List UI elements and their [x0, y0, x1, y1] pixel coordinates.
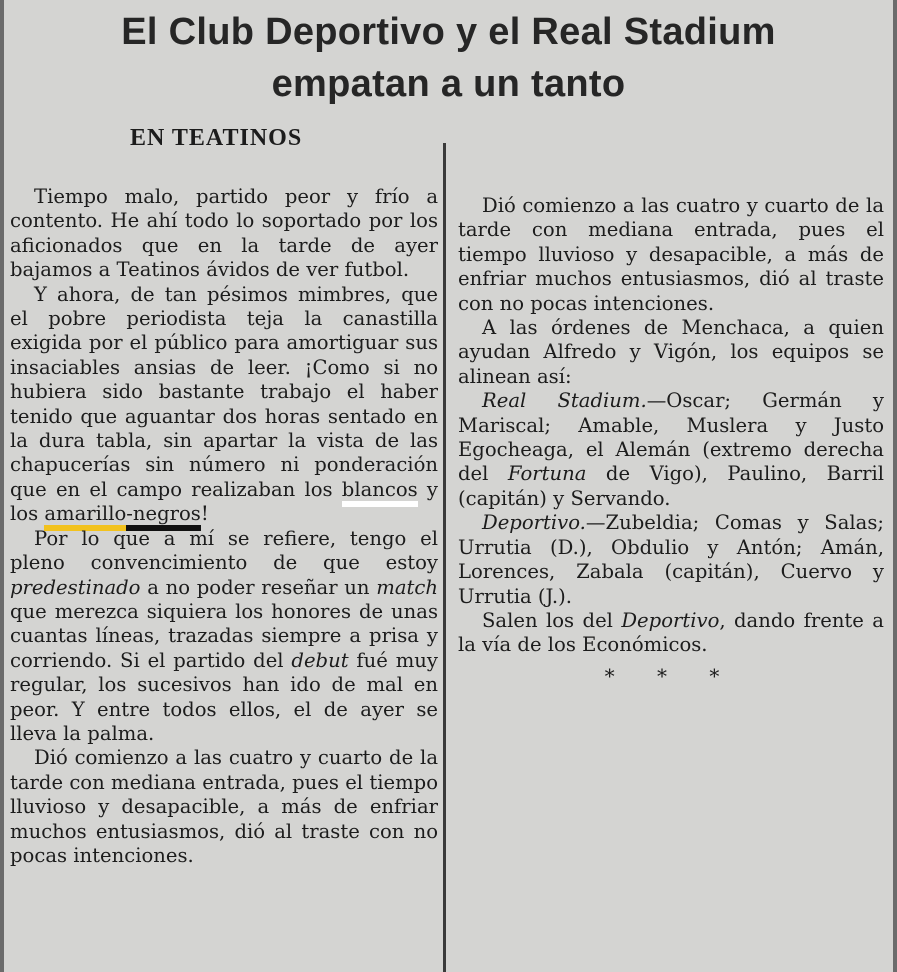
- highlight-white: blancos: [342, 478, 418, 507]
- paragraph: [10, 283, 438, 527]
- paragraph: Dió comienzo a las cuatro y cuarto de la tarde con mediana entrada, pues el tiempo lluvioso y desapacible, a más de enfriar muchos entusiasmos, dió al traste con no pocas intenciones.: [10, 746, 438, 867]
- paragraph-text: Salen los del: [482, 608, 622, 632]
- italic-word: debut: [291, 648, 349, 672]
- paragraph-text: —Oscar; Germán y Mariscal; Amable, Muslera y Justo Egocheaga, el Alemán (extremo derecha del: [458, 389, 884, 486]
- team-name: Real Stadium.: [482, 389, 647, 413]
- paragraph: [458, 389, 884, 511]
- paragraph: A las órdenes de Menchaca, a quien ayudan Alfredo y Vigón, los equipos se alinean así:: [458, 316, 884, 388]
- highlight-yellow: amarillo: [44, 502, 126, 531]
- paragraph: [458, 609, 884, 658]
- paragraph-text: y los: [10, 477, 438, 526]
- paragraph-text: Por lo que a mí se refiere, tengo el pleno convencimiento de que estoy: [10, 526, 438, 575]
- headline-line-1: El Club Deportivo y el Real Stadium: [121, 11, 776, 53]
- paragraph-text: a no poder reseñar un: [140, 575, 377, 599]
- italic-word: Fortuna: [507, 462, 587, 486]
- paragraph-text: , dando frente a la vía de los Económicos.: [458, 608, 884, 657]
- paragraph-text: —Zubeldia; Comas y Salas; Urrutia (D.), Obdulio y Antón; Amán, Lorences, Zabala (capitán), Cuervo y Urrutia (J.).: [458, 511, 884, 608]
- section-end-stars: * * *: [604, 663, 738, 688]
- paragraph-text: de Vigo), Paulino, Barril (capitán) y Servando.: [458, 462, 884, 510]
- italic-word: predestinado: [10, 575, 141, 599]
- headline: [0, 6, 897, 110]
- italic-word: Deportivo: [621, 608, 720, 632]
- paragraph-text: que merezca siquiera los honores de unas cuantas líneas, trazadas siempre a prisa y corriendo. Si el partido del: [10, 599, 438, 672]
- paragraph-text: !: [200, 502, 209, 526]
- right-column: [458, 194, 884, 688]
- section-subhead: EN TEATINOS: [130, 125, 303, 151]
- column-divider: [443, 143, 446, 972]
- left-column: [10, 123, 438, 868]
- paragraph: [458, 511, 884, 609]
- team-name: Deportivo.: [482, 511, 586, 535]
- paragraph: Tiempo malo, partido peor y frío a contento. He ahí todo lo soportado por los aficionados que en la tarde de ayer bajamos a Teatinos ávidos de ver futbol.: [10, 185, 438, 282]
- paragraph-text: Y ahora, de tan pésimos mimbres, que el pobre periodista teja la canastilla exigida por el público para amortiguar sus insaciables ansias de leer. ¡Como si no hubiera sido bastante trabajo el haber tenido que aguantar dos horas sentado en la dura tabla, sin apartar la vista de las chapucerías sin número ni ponderación que en el campo realizaban los: [10, 282, 438, 501]
- paragraph: [10, 527, 438, 747]
- page-right-edge: [893, 0, 897, 972]
- highlight-black: -negros: [126, 502, 201, 531]
- paragraph: Dió comienzo a las cuatro y cuarto de la tarde con mediana entrada, pues el tiempo lluvioso y desapacible, a más de enfriar muchos entusiasmos, dió al traste con no pocas intenciones.: [458, 194, 884, 315]
- paragraph-text: fué muy regular, los sucesivos han ido de mal en peor. Y entre todos ellos, el de ayer se lleva la palma.: [10, 648, 438, 745]
- page-left-edge: [0, 0, 4, 972]
- headline-line-2: empatan a un tanto: [271, 63, 626, 105]
- italic-word: match: [376, 575, 438, 599]
